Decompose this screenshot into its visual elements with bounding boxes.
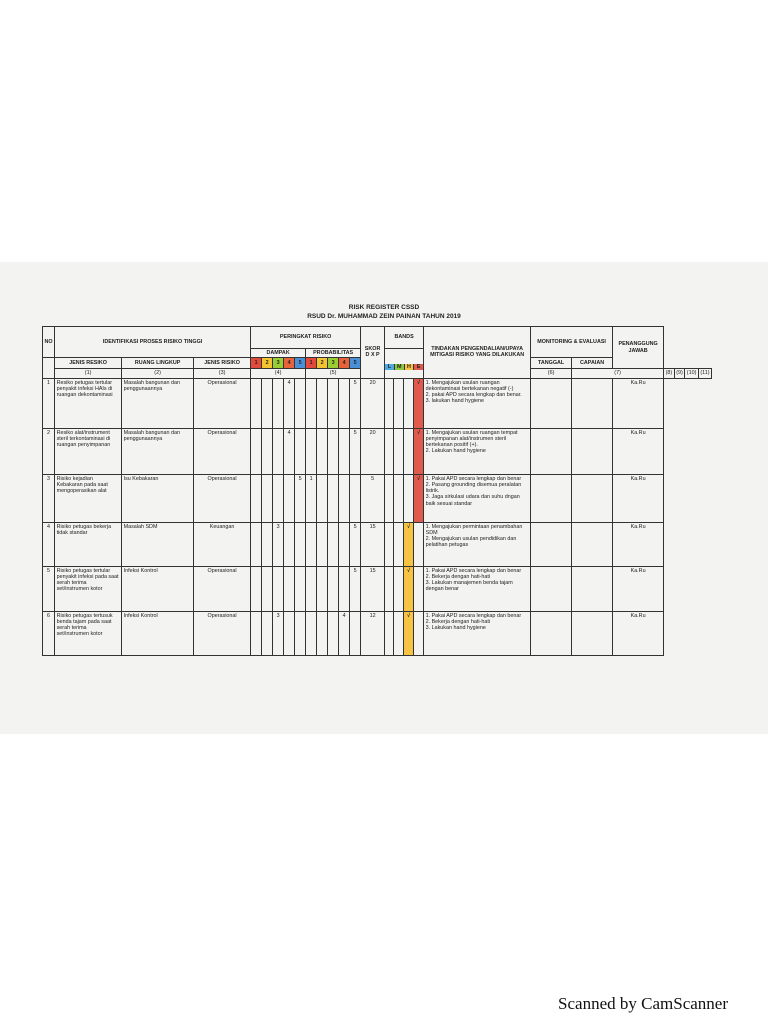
dampak-cell-2 [262, 474, 273, 522]
dampak-cell-3 [273, 566, 284, 611]
header-monitoring: MONITORING & EVALUASI [531, 327, 613, 358]
prob-scale-1: 1 [306, 358, 317, 369]
table-row [43, 474, 712, 522]
table-row [43, 611, 712, 655]
ruang-lingkup: Isu Kebakaran [122, 474, 194, 522]
capaian [572, 428, 613, 474]
dampak-scale-2: 2 [262, 358, 273, 369]
document-subtitle: RSUD Dr. MUHAMMAD ZEIN PAINAN TAHUN 2019 [307, 313, 461, 320]
capaian [572, 474, 613, 522]
jenis-resiko: Risiko petugas tertular penyakit infeksi pada saat serah terima set/instrumen kotor [55, 566, 122, 611]
prob-cell-1 [306, 566, 317, 611]
bands-legend [385, 349, 424, 379]
dampak-cell-3 [273, 474, 284, 522]
tindakan-item: 1. Pakai APD secara lengkap dan benar [425, 612, 522, 619]
band-cell-m [394, 428, 404, 474]
dampak-cell-1 [251, 378, 262, 428]
capaian [572, 566, 613, 611]
dampak-cell-1 [251, 566, 262, 611]
band-letter-e: E [413, 364, 423, 370]
tindakan-item: 2. Mengajukan usulan pendidikan dan pelatihan petugas [425, 536, 517, 549]
prob-scale-3: 3 [328, 358, 339, 369]
dampak-cell-1 [251, 428, 262, 474]
dampak-cell-5 [295, 428, 306, 474]
tindakan-item: 2. Lakukan hand hygiene [425, 448, 486, 455]
header-no-sub [43, 358, 55, 378]
band-cell-l [385, 522, 394, 566]
prob-cell-1: 1 [306, 474, 317, 522]
prob-cell-3 [328, 522, 339, 566]
tindakan-item: 3. Lakukan hand hygiene [425, 625, 486, 632]
tindakan-item: 2. pakai APD secara lengkap dan benar. [425, 392, 522, 399]
dampak-cell-3: 3 [273, 522, 284, 566]
tindakan [424, 566, 531, 611]
band-cell-h: √ [404, 566, 414, 611]
header-bands: BANDS [385, 327, 424, 349]
prob-cell-5: 5 [350, 522, 361, 566]
jenis-risiko: Operasional [194, 566, 251, 611]
penanggung-jawab: Ka.Ru [613, 611, 664, 655]
dampak-cell-4: 4 [284, 378, 295, 428]
jenis-resiko: Risiko kejadian Kebakaran pada saat mengoperasikan alat [55, 474, 122, 522]
skor: 12 [361, 611, 385, 655]
tindakan-item: 1. Mengajukan usulan ruangan tempat penyimpanan alat/instrumen steril bertekanan positif (+). [425, 429, 518, 449]
tindakan-item: 1. Mengajukan usulan ruangan dekontaminasi bertekanan negatif (-) [425, 379, 514, 392]
dampak-cell-3 [273, 378, 284, 428]
band-cell-l [385, 611, 394, 655]
band-letter-l: L [385, 364, 394, 370]
band-cell-e: √ [414, 378, 424, 428]
tindakan [424, 474, 531, 522]
penanggung-jawab: Ka.Ru [613, 428, 664, 474]
band-cell-h [404, 378, 414, 428]
document-header [0, 303, 768, 321]
tindakan-item: 3. lakukan hand hygiene [425, 398, 485, 405]
tindakan-item: 2. Bekerja dengan hati-hati [425, 573, 491, 580]
prob-cell-1 [306, 378, 317, 428]
header-tindakan: TINDAKAN PENGENDALIAN/UPAYA MITIGASI RISIKO YANG DILAKUKAN [424, 327, 531, 379]
row-no: 4 [43, 522, 55, 566]
dampak-cell-4 [284, 474, 295, 522]
band-cell-l [385, 428, 394, 474]
band-cell-e [414, 611, 424, 655]
prob-cell-3 [328, 611, 339, 655]
prob-cell-5: 5 [350, 428, 361, 474]
header-peringkat: PERINGKAT RISIKO [251, 327, 361, 349]
band-cell-e: √ [414, 474, 424, 522]
prob-cell-2 [317, 611, 328, 655]
dampak-cell-5 [295, 611, 306, 655]
prob-scale-2: 2 [317, 358, 328, 369]
penanggung-jawab: Ka.Ru [613, 522, 664, 566]
col-number-4: (4) [251, 369, 306, 378]
col-number-3: (3) [194, 369, 251, 378]
band-cell-m [394, 611, 404, 655]
tindakan [424, 428, 531, 474]
tindakan [424, 611, 531, 655]
prob-cell-5 [350, 474, 361, 522]
header-jenis-resiko: JENIS RESIKO [55, 358, 122, 369]
band-cell-m [394, 378, 404, 428]
tanggal [531, 428, 572, 474]
header-no: NO [43, 327, 55, 358]
band-cell-l [385, 378, 394, 428]
prob-cell-4 [339, 428, 350, 474]
jenis-resiko: Risiko petugas bekerja tidak standar [55, 522, 122, 566]
capaian [572, 378, 613, 428]
band-cell-h [404, 428, 414, 474]
table-row [43, 566, 712, 611]
prob-cell-1 [306, 428, 317, 474]
header-dampak: DAMPAK [251, 349, 306, 358]
band-cell-l [385, 566, 394, 611]
prob-cell-2 [317, 474, 328, 522]
tindakan-item: 2. Bekerja dengan hati-hati [425, 618, 491, 625]
prob-cell-1 [306, 522, 317, 566]
skor: 5 [361, 474, 385, 522]
dampak-cell-1 [251, 522, 262, 566]
dampak-cell-2 [262, 378, 273, 428]
prob-cell-3 [328, 378, 339, 428]
row-no: 5 [43, 566, 55, 611]
prob-cell-2 [317, 428, 328, 474]
col-number-7: (7) [572, 369, 664, 378]
row-no: 3 [43, 474, 55, 522]
skor: 20 [361, 428, 385, 474]
dampak-cell-1 [251, 474, 262, 522]
dampak-cell-5 [295, 378, 306, 428]
col-number-9: (9) [676, 370, 683, 377]
jenis-risiko: Operasional [194, 428, 251, 474]
col-number-8: (8) [665, 370, 673, 377]
prob-cell-2 [317, 522, 328, 566]
capaian [572, 522, 613, 566]
tindakan [424, 378, 531, 428]
header-jenis-risiko: JENIS RISIKO [194, 358, 251, 369]
band-letter-h: H [404, 364, 414, 370]
dampak-cell-1 [251, 611, 262, 655]
band-cell-m [394, 522, 404, 566]
document-title: RISK REGISTER CSSD [348, 304, 420, 311]
col-number-11: (11) [700, 370, 710, 377]
camscanner-watermark: Scanned by CamScanner [558, 994, 728, 1013]
top-margin [0, 0, 768, 262]
dampak-cell-4: 4 [284, 428, 295, 474]
tindakan-item: 3. Jaga sirkulasi udara dan suhu dngan baik sesuai standar [425, 494, 520, 507]
band-cell-e: √ [414, 428, 424, 474]
header-ruang-lingkup: RUANG LINGKUP [122, 358, 194, 369]
tindakan-item: 1. Mengajukan permintaan penambahan SDM [425, 523, 523, 536]
col-number-10: (10) [686, 370, 697, 377]
header-capaian: CAPAIAN [572, 358, 613, 369]
prob-cell-5 [350, 611, 361, 655]
dampak-cell-3 [273, 428, 284, 474]
tindakan-item: 1. Pakai APD secara lengkap dan benar [425, 475, 522, 482]
band-cell-e [414, 522, 424, 566]
dampak-cell-2 [262, 611, 273, 655]
penanggung-jawab: Ka.Ru [613, 566, 664, 611]
tanggal [531, 611, 572, 655]
prob-cell-1 [306, 611, 317, 655]
header-tanggal: TANGGAL [531, 358, 572, 369]
band-letter-m: M [394, 364, 404, 370]
ruang-lingkup: Masalah bangunan dan penggunaannya [122, 378, 194, 428]
row-no: 6 [43, 611, 55, 655]
jenis-risiko: Operasional [194, 611, 251, 655]
skor: 20 [361, 378, 385, 428]
band-cell-m [394, 474, 404, 522]
prob-scale-4: 4 [339, 358, 350, 369]
dampak-cell-4 [284, 566, 295, 611]
skor: 15 [361, 566, 385, 611]
band-cell-h: √ [404, 611, 414, 655]
risk-register-table [42, 326, 712, 656]
dampak-cell-3: 3 [273, 611, 284, 655]
jenis-risiko: Operasional [194, 378, 251, 428]
tanggal [531, 522, 572, 566]
col-number-5: (5) [306, 369, 361, 378]
risk-rows [43, 378, 712, 655]
prob-cell-3 [328, 566, 339, 611]
header-probabilitas: PROBABILITAS [306, 349, 361, 358]
band-cell-h [404, 474, 414, 522]
tanggal [531, 378, 572, 428]
tindakan-item: 1. Pakai APD secara lengkap dan benar [425, 567, 522, 574]
tindakan-item: 2. Pasang grounding disemua peralatan listrik. [425, 481, 522, 495]
table-row [43, 522, 712, 566]
skor: 15 [361, 522, 385, 566]
dampak-scale-3: 3 [273, 358, 284, 369]
dampak-cell-5 [295, 522, 306, 566]
ruang-lingkup: Masalah SDM [122, 522, 194, 566]
prob-cell-5: 5 [350, 566, 361, 611]
row-no: 1 [43, 378, 55, 428]
dampak-scale-5: 5 [295, 358, 306, 369]
prob-cell-4 [339, 474, 350, 522]
ruang-lingkup: Infeksi Kontrol [122, 566, 194, 611]
band-cell-e [414, 566, 424, 611]
penanggung-jawab: Ka.Ru [613, 474, 664, 522]
header-identifikasi: IDENTIFIKASI PROSES RISIKO TINGGI [55, 327, 251, 358]
prob-cell-5: 5 [350, 378, 361, 428]
dampak-cell-2 [262, 428, 273, 474]
tanggal [531, 474, 572, 522]
prob-cell-3 [328, 428, 339, 474]
ruang-lingkup: Masalah bangunan dan penggunaannya [122, 428, 194, 474]
jenis-risiko: Operasional [194, 474, 251, 522]
col-number-2: (2) [122, 369, 194, 378]
header-penanggung: PENANGGUNG JAWAB [613, 327, 664, 369]
band-cell-h: √ [404, 522, 414, 566]
capaian [572, 611, 613, 655]
jenis-risiko: Keuangan [194, 522, 251, 566]
jenis-resiko: Resiko petugas tertular penyakit infeksi HAIs di ruangan dekontaminasi [55, 378, 122, 428]
table-header [43, 327, 712, 379]
dampak-scale-4: 4 [284, 358, 295, 369]
prob-cell-4 [339, 522, 350, 566]
table-row [43, 428, 712, 474]
penanggung-jawab: Ka.Ru [613, 378, 664, 428]
dampak-cell-5 [295, 566, 306, 611]
table-row [43, 378, 712, 428]
jenis-resiko: Risiko petugas tertusuk benda tajam pada saat serah terima set/instrumen kotor [55, 611, 122, 655]
tindakan-item: 3. Lakukan manajemen benda tajam dengan benar [425, 580, 513, 593]
row-no: 2 [43, 428, 55, 474]
prob-cell-3 [328, 474, 339, 522]
dampak-cell-4 [284, 611, 295, 655]
dampak-cell-4 [284, 522, 295, 566]
prob-cell-4 [339, 378, 350, 428]
prob-cell-2 [317, 378, 328, 428]
tindakan [424, 522, 531, 566]
prob-cell-4 [339, 566, 350, 611]
prob-scale-5: 5 [350, 358, 361, 369]
dampak-scale-1: 1 [251, 358, 262, 369]
ruang-lingkup: Infeksi Kontrol [122, 611, 194, 655]
jenis-resiko: Resiko alat/instrument steril terkontaminasi di ruangan penyimpanan [55, 428, 122, 474]
dampak-cell-2 [262, 522, 273, 566]
col-number-1: (1) [55, 369, 122, 378]
col-number-6: (6) [531, 369, 572, 378]
tanggal [531, 566, 572, 611]
prob-cell-4: 4 [339, 611, 350, 655]
band-cell-l [385, 474, 394, 522]
header-skor: SKOR D X P [361, 327, 385, 379]
dampak-cell-5: 5 [295, 474, 306, 522]
dampak-cell-2 [262, 566, 273, 611]
band-cell-m [394, 566, 404, 611]
prob-cell-2 [317, 566, 328, 611]
